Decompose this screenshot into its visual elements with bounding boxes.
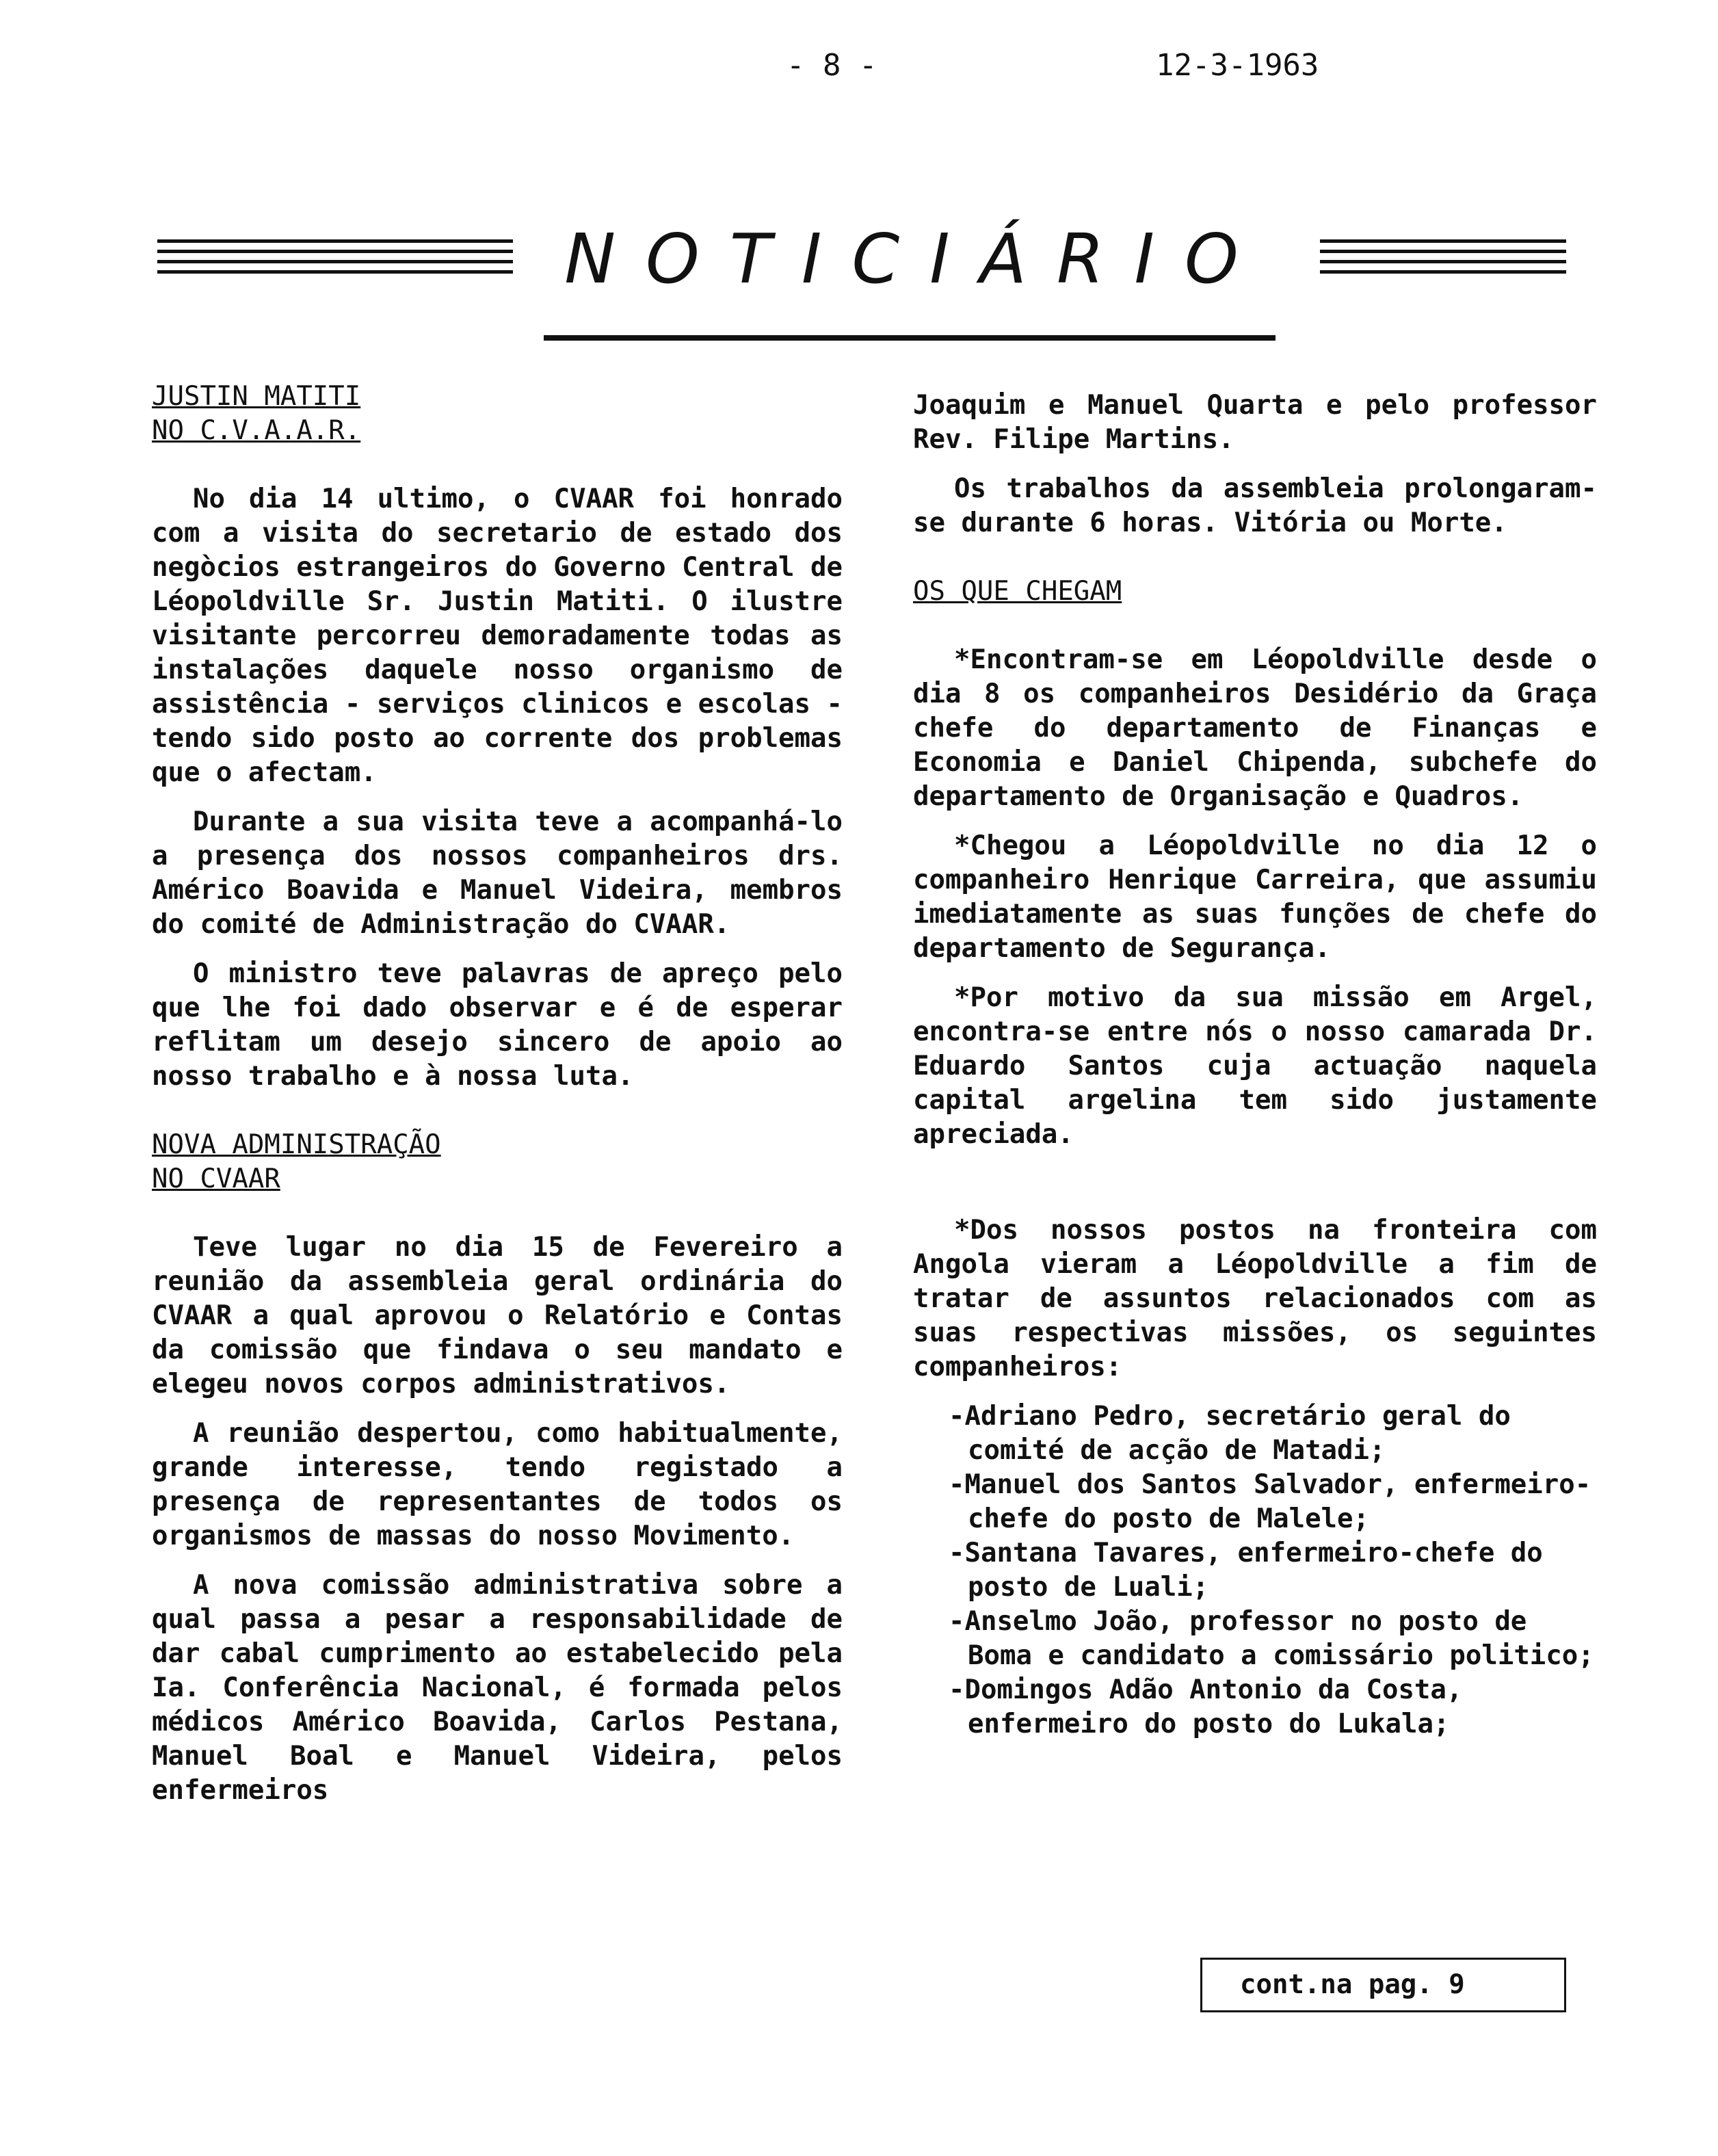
news-item: *Encontram-se em Léopoldville desde o dia 8 os companheiros Desidério da Graça chefe do departamento de Finanças e Economia e Daniel Chipenda, subchefe do departamento de Organisação e Quadros. — [913, 644, 1597, 812]
article-heading: JUSTIN MATITI — [152, 381, 361, 412]
continued-paragraph: Joaquim e Manuel Quarta e pelo professor Rev. Filipe Martins. — [913, 390, 1597, 455]
article-paragraph: A reunião despertou, como habitualmente, grande interesse, tendo registado a presença de representantes de todos os organismos de massas do nosso Movimento. — [152, 1418, 843, 1551]
title-rule-left — [157, 239, 513, 287]
article-paragraph: O ministro teve palavras de apreço pelo que lhe foi dado observar e é de esperar reflitam um desejo sincero de apoio ao nosso trabalho e à nossa luta. — [152, 958, 843, 1092]
issue-date: 12-3-1963 — [1156, 48, 1319, 83]
title-underline — [544, 335, 1276, 341]
page-number: - 8 - — [787, 48, 877, 83]
article-paragraph: Teve lugar no dia 15 de Fevereiro a reunião da assembleia geral ordinária do CVAAR a qual aprovou o Relatório e Contas da comissão que findava o seu mandato e elegeu novos corpos administrativos. — [152, 1232, 843, 1399]
article-paragraph: Os trabalhos da assembleia prolongaram-se durante 6 horas. Vitória ou Morte. — [913, 473, 1597, 538]
news-item: *Por motivo da sua missão em Argel, encontra-se entre nós o nosso camarada Dr. Eduardo Santos cuja actuação naquela capital argelina tem sido justamente apreciada. — [913, 982, 1597, 1150]
article-heading: NOVA ADMINISTRAÇÃO — [152, 1129, 441, 1160]
list-item: -Domingos Adão Antonio da Costa, enfermeiro do posto do Lukala; — [949, 1674, 1463, 1739]
list-item: -Manuel dos Santos Salvador, enfermeiro-chefe do posto de Malele; — [949, 1469, 1591, 1534]
news-item: *Dos nossos postos na fronteira com Angola vieram a Léopoldville a fim de tratar de assuntos relacionados com as suas respectivas missões, os seguintes companheiros: — [913, 1215, 1597, 1382]
list-item: -Santana Tavares, enfermeiro-chefe do posto de Luali; — [949, 1538, 1543, 1603]
article-heading-sub: NO CVAAR — [152, 1164, 280, 1194]
right-column — [913, 389, 1597, 1741]
list-item: -Adriano Pedro, secretário geral do comité de acção de Matadi; — [949, 1401, 1511, 1466]
article-heading: OS QUE CHEGAM — [913, 576, 1122, 607]
left-column — [152, 380, 843, 1808]
article-paragraph: A nova comissão administrativa sobre a qual passa a pesar a responsabilidade de dar cabal cumprimento ao estabelecido pela Ia. Conferência Nacional, é formada pelos médicos Américo Boavida, Carlos Pestana, Manuel Boal e Manuel Videira, pelos enfermeiros — [152, 1570, 843, 1806]
news-item: *Chegou a Léopoldville no dia 12 o companheiro Henrique Carreira, que assumiu imediatamente as suas funções de chefe do departamento de Segurança. — [913, 830, 1597, 964]
section-title-banner — [157, 219, 1566, 308]
list-item: -Anselmo João, professor no posto de Boma e candidato a comissário politico; — [949, 1606, 1594, 1671]
article-paragraph: Durante a sua visita teve a acompanhá-lo a presença dos nossos companheiros drs. Américo Boavida e Manuel Videira, membros do comité de Administração do CVAAR. — [152, 806, 843, 940]
companions-list — [913, 1399, 1597, 1741]
article-paragraph: No dia 14 ultimo, o CVAAR foi honrado com a visita do secretario de estado dos negòcios estrangeiros do Governo Central de Léopoldville Sr. Justin Matiti. O ilustre visitante percorreu demoradamente todas as instalações daquele nosso organismo de assistência - serviços clinicos e escolas - tendo sido posto ao corrente dos problemas que o afectam. — [152, 484, 843, 788]
continued-on-page-box: cont.na pag. 9 — [1200, 1958, 1566, 2012]
article-heading-sub: NO C.V.A.A.R. — [152, 415, 361, 446]
section-title: NOTICIÁRIO — [564, 219, 1269, 299]
title-rule-right — [1320, 239, 1566, 287]
